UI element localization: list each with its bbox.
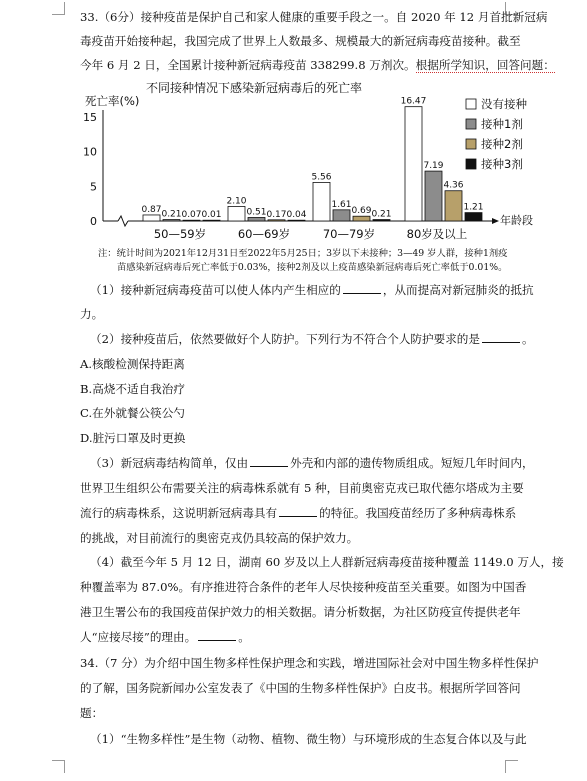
x-category-label: 60—69岁 <box>237 227 291 241</box>
data-label: 16.47 <box>400 96 427 107</box>
data-label: 0.04 <box>286 210 307 221</box>
legend-swatch <box>466 99 476 109</box>
subquestion-4: （4）截至今年 5 月 12 日，湖南 60 岁及以上人群新冠病毒疫苗接种覆盖 1149.0 万人，接 <box>90 555 564 569</box>
data-label: 4.36 <box>443 180 464 191</box>
subquestion-4-cont: 港卫生署公布的我国疫苗保护效力的相关数据。请分析数据，为社区防疫宣传提供老年 <box>80 605 521 619</box>
subquestion-3-cont: 流行的病毒株系，这说明新冠病毒具有 的特征。我国疫苗经历了多种病毒株系 <box>80 506 517 520</box>
legend-label: 接种3剂 <box>481 157 523 171</box>
q34-line: 题： <box>80 706 104 720</box>
subquestion-3: （3）新冠病毒结构简单，仅由 外壳和内部的遗传物质组成。短短几年时间内， <box>90 456 534 470</box>
axis-break <box>118 216 128 226</box>
subquestion-1: （1）接种新冠病毒疫苗可以使人体内产生相应的 ，从而提高对新冠肺炎的抵抗 <box>90 283 534 297</box>
subquestion-2: （2）接种疫苗后，依然要做好个人防护。下列行为不符合个人防护要求的是 。 <box>90 332 534 346</box>
q33-line: 毒疫苗开始接种起，我国完成了世界上人数最多、规模最大的新冠病毒疫苗接种。截至 <box>80 34 521 48</box>
option-a: A.核酸检测保持距离 <box>80 357 185 371</box>
q33-line: 33.（6分）接种疫苗是保护自己和家人健康的重要手段之一。自 2020 年 12 月首批新冠病 <box>80 10 548 24</box>
subquestion-3-cont: 的挑战，对目前流行的奥密克戎仍具较高的保护效力。 <box>80 531 359 545</box>
option-b: B.高烧不适自我治疗 <box>80 382 185 396</box>
chart-title: 不同接种情况下感染新冠病毒后的死亡率 <box>146 81 363 95</box>
q34-line: 34.（7 分）为介绍中国生物多样性保护理念和实践，增进国际社会对中国生物多样性保护 <box>80 656 539 670</box>
data-label: 0.21 <box>371 209 392 220</box>
answer-blank[interactable] <box>250 455 288 467</box>
data-label: 0.07 <box>181 210 202 221</box>
q33-instruction: 根据所学知识，回答问题： <box>415 58 555 72</box>
bar-4 <box>465 213 482 221</box>
bar-2 <box>248 217 265 221</box>
subquestion-4-cont: 人“应接尽接”的理由。 。 <box>80 630 250 644</box>
legend-swatch <box>466 159 476 169</box>
option-c: C.在外就餐公筷公勺 <box>80 406 185 420</box>
legend-swatch <box>466 139 476 149</box>
x-axis-label: 年龄段 <box>500 214 533 227</box>
data-label: 0.01 <box>201 210 222 221</box>
bar-2 <box>425 171 442 221</box>
subquestion-3-cont: 世界卫生组织公布需要关注的病毒株系就有 5 种，目前奥密克戎已取代德尔塔成为主要 <box>80 481 524 495</box>
y-tick-label: 5 <box>90 180 97 194</box>
data-label: 7.19 <box>423 161 444 172</box>
answer-blank[interactable] <box>279 505 317 517</box>
data-label: 1.61 <box>331 199 352 210</box>
legend-swatch <box>466 119 476 129</box>
option-d: D.脏污口罩及时更换 <box>80 431 186 445</box>
bar-1 <box>228 206 245 221</box>
y-tick-label: 0 <box>90 215 97 228</box>
x-category-label: 80岁及以上 <box>406 227 468 241</box>
bar-3 <box>268 220 285 221</box>
q34-line: （1）“生物多样性”是生物（动物、植物、微生物）与环境形成的生态复合体以及与此 <box>90 732 527 746</box>
data-label: 0.69 <box>351 206 372 217</box>
bar-1 <box>143 215 160 221</box>
bar-3 <box>445 191 462 221</box>
y-tick-label: 10 <box>83 145 97 159</box>
data-label: 0.17 <box>266 209 287 220</box>
data-label: 0.21 <box>161 209 182 220</box>
legend-label: 接种2剂 <box>481 137 523 151</box>
bar-4 <box>373 220 390 221</box>
legend-label: 接种1剂 <box>481 117 523 131</box>
q33-text: 今年 6 月 2 日，全国累计接种新冠病毒疫苗 338299.8 万剂次。 <box>80 58 416 72</box>
bar-4 <box>203 220 220 221</box>
bar-2 <box>163 220 180 221</box>
q34-line: 的了解，国务院新闻办公室发表了《中国的生物多样性保护》白皮书。根据所学回答问 <box>80 681 521 695</box>
data-label: 5.56 <box>311 172 332 183</box>
chart-note: 注：统计时间为2021年12月31日至2022年5月25日；3岁以下未接种；3—49 岁人群，接种1剂疫 <box>98 248 508 259</box>
bar-1 <box>313 182 330 221</box>
chart-note: 苗感染新冠病毒后死亡率低于0.03%，接种2剂及以上疫苗感染新冠病毒后死亡率低于0.01%。 <box>117 262 508 273</box>
subquestion-1-cont: 力。 <box>80 307 104 321</box>
data-label: 2.10 <box>226 196 247 207</box>
bar-1 <box>405 107 422 221</box>
x-category-label: 70—79岁 <box>322 227 376 241</box>
answer-blank[interactable] <box>482 331 520 343</box>
answer-blank[interactable] <box>343 282 381 294</box>
data-label: 1.21 <box>463 202 484 213</box>
y-tick-label: 15 <box>83 110 97 124</box>
x-axis-arrow <box>492 218 499 224</box>
y-axis-label: 死亡率(%) <box>85 94 140 108</box>
bar-4 <box>288 220 305 221</box>
answer-blank[interactable] <box>198 629 236 641</box>
data-label: 0.87 <box>141 204 162 215</box>
bar-3 <box>183 220 200 221</box>
data-label: 0.51 <box>246 207 267 218</box>
bar-3 <box>353 216 370 221</box>
bar-2 <box>333 210 350 221</box>
subquestion-4-cont: 种覆盖率为 87.0%。有序推进符合条件的老年人尽快接种疫苗至关重要。如图为中国香 <box>80 580 527 594</box>
x-category-label: 50—59岁 <box>153 227 207 241</box>
legend-label: 没有接种 <box>481 97 527 111</box>
